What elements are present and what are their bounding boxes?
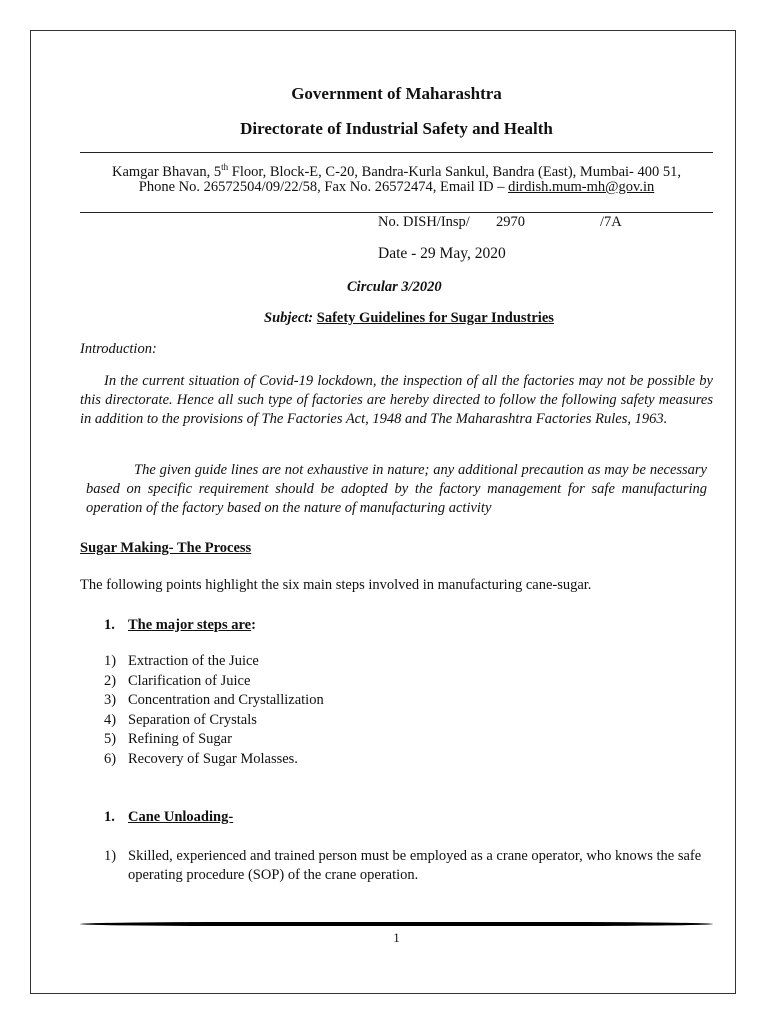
- address-post: Floor, Block-E, C-20, Bandra-Kurla Sankul, Bandra (East), Mumbai- 400 51,: [228, 163, 681, 180]
- major-steps-number: 1.: [104, 617, 115, 633]
- list-item: [104, 652, 324, 672]
- intro-paragraph-1: In the current situation of Covid-19 lockdown, the inspection of all the factories may not be possible by this directorate. Hence all such type of factories are hereby directed to follow the following safety measures in addition to the provisions of The Factories Act, 1948 and The Maharashtra Factories Rules, 1963.: [80, 373, 713, 427]
- list-item: [104, 691, 324, 711]
- intro-paragraph-2: The given guide lines are not exhaustive in nature; any additional precaution as may be necessary based on specific requirement should be adopted by the factory management for safe manufacturing operation of the factory based on the nature of manufacturing activity: [86, 462, 707, 516]
- list-item-number: 5): [104, 731, 117, 747]
- list-item-text: Concentration and Crystallization: [128, 692, 324, 708]
- major-steps-colon: :: [251, 617, 256, 633]
- contact-pre: Phone No. 26572504/09/22/58, Fax No. 26572474, Email ID –: [138, 179, 509, 195]
- cane-item: [104, 847, 717, 887]
- major-steps-title: The major steps are: [128, 617, 252, 633]
- list-item: [104, 750, 324, 770]
- header-top-rule: [80, 152, 713, 153]
- org-title: Government of Maharashtra: [291, 84, 502, 103]
- list-item-number: 6): [104, 750, 117, 767]
- cane-unloading-heading: [104, 809, 234, 826]
- list-item: [104, 730, 324, 750]
- list-item-text: Recovery of Sugar Molasses.: [128, 750, 298, 767]
- list-item-text: Separation of Crystals: [128, 711, 257, 728]
- subject-line: [264, 310, 554, 327]
- circular-title: Circular 3/2020: [347, 279, 442, 295]
- major-steps-list: [104, 652, 324, 769]
- ref-date: Date - 29 May, 2020: [378, 245, 506, 262]
- cane-item-number: 1): [104, 848, 117, 864]
- header-bottom-rule: [80, 212, 713, 213]
- address-sup: th: [221, 162, 229, 172]
- process-lead: The following points highlight the six main steps involved in manufacturing cane-sugar.: [80, 577, 592, 593]
- footer-rule: [80, 922, 713, 926]
- process-heading: Sugar Making- The Process: [80, 540, 252, 556]
- ref-number: [378, 214, 622, 231]
- list-item-number: 1): [104, 653, 117, 669]
- list-item-text: Clarification of Juice: [128, 672, 251, 689]
- list-item: [104, 711, 324, 731]
- ref-number-value: 2970: [496, 214, 525, 230]
- subject-label: Subject:: [264, 310, 314, 326]
- list-item-text: Extraction of the Juice: [128, 653, 259, 669]
- cane-item-text: Skilled, experienced and trained person must be employed as a crane operator, who knows the safe operating procedure (SOP) of the crane operation.: [128, 848, 702, 883]
- major-steps-heading: [104, 617, 256, 634]
- list-item-text: Refining of Sugar: [128, 731, 232, 747]
- list-item-number: 4): [104, 711, 117, 728]
- cane-unloading-number: 1.: [104, 809, 115, 825]
- directorate-title: Directorate of Industrial Safety and Health: [240, 119, 553, 138]
- page-number: 1: [393, 930, 400, 945]
- subject-text: Safety Guidelines for Sugar Industries: [316, 310, 554, 326]
- list-item-number: 2): [104, 672, 117, 689]
- ref-number-suffix: /7A: [600, 214, 622, 230]
- address-pre: Kamgar Bhavan, 5: [111, 163, 222, 180]
- list-item-number: 3): [104, 692, 117, 708]
- major-steps-title-wrap: [128, 617, 256, 634]
- intro-heading: Introduction:: [80, 341, 157, 357]
- cane-unloading-title: Cane Unloading-: [128, 809, 234, 825]
- ref-number-label: No. DISH/Insp/: [378, 214, 470, 230]
- email-link[interactable]: dirdish.mum-mh@gov.in: [508, 179, 655, 195]
- contact-line: [80, 178, 713, 196]
- list-item: [104, 672, 324, 692]
